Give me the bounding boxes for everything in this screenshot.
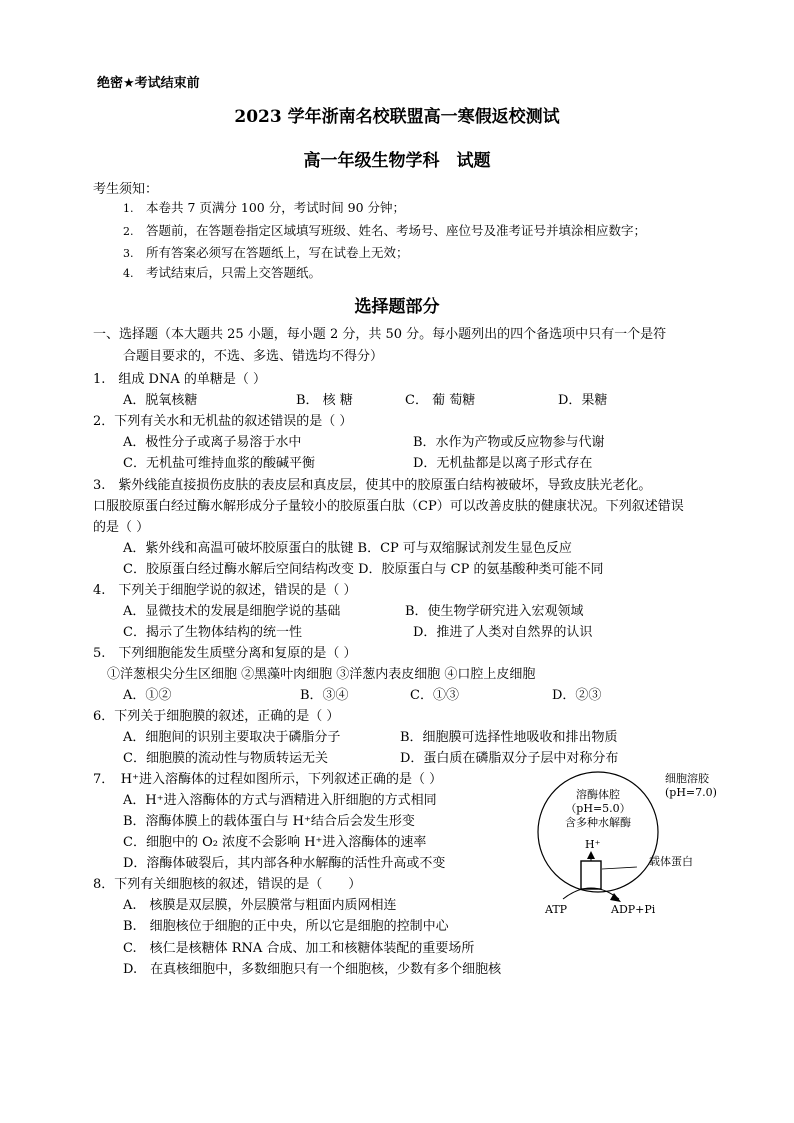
notice-item-text: 本卷共 7 页满分 100 分，考试时间 90 分钟； [146, 200, 406, 215]
option-b: B. 细胞核位于细胞的正中央，所以它是细胞的控制中心 [123, 919, 449, 934]
option-d: D. 在真核细胞中，多数细胞只有一个细胞核，少数有多个细胞核 [123, 962, 502, 977]
lumen-enzyme-label: 含多种水解酶 [565, 816, 631, 829]
option-b: B．细胞膜可选择性地吸收和排出物质 [400, 730, 618, 745]
option-b: B． 核 糖 [296, 393, 353, 408]
option-b: B．水作为产物或反应物参与代谢 [413, 435, 605, 450]
confidential-label: 绝密★考试结束前 [97, 76, 200, 91]
option-c: C．无机盐可维持血浆的酸碱平衡 [123, 456, 315, 471]
question-stem: 的是（ ） [93, 520, 150, 535]
option-c: C．胶原蛋白经过酶水解后空间结构改变 D．胶原蛋白与 CP 的氨基酸种类可能不同 [123, 562, 604, 577]
notice-item [123, 263, 321, 281]
lumen-ph-label: （pH=5.0） [565, 802, 631, 815]
notice-item [123, 198, 405, 216]
option-c: C． 葡 萄糖 [405, 393, 476, 408]
option-d: D．无机盐都是以离子形式存在 [413, 456, 593, 471]
section-title: 选择题部分 [354, 297, 440, 317]
option-d: D．推进了人类对自然界的认识 [413, 625, 593, 640]
option-a: A. 核膜是双层膜，外层膜常与粗面内质网相连 [123, 898, 397, 913]
exam-subtitle: 高一年级生物学科 试题 [303, 151, 491, 171]
option-d: D．蛋白质在磷脂双分子层中对称分布 [400, 751, 619, 766]
option-a: A．显微技术的发展是细胞学说的基础 [123, 604, 341, 619]
lysosome-figure [525, 765, 735, 920]
option-a: A．细胞间的识别主要取决于磷脂分子 [123, 730, 341, 745]
h-ion-label: H⁺ [585, 838, 601, 851]
notice-item-number: 2. [123, 225, 134, 238]
option-c: C. 核仁是核糖体 RNA 合成、加工和核糖体装配的重要场所 [123, 941, 475, 956]
question-stem: 2．下列有关水和无机盐的叙述错误的是（ ） [93, 414, 353, 429]
option-c: C．①③ [410, 688, 459, 703]
option-a: A．极性分子或离子易溶于水中 [123, 435, 302, 450]
option-a: A．紫外线和高温可破坏胶原蛋白的肽键 B．CP 可与双缩脲试剂发生显色反应 [123, 541, 572, 556]
question-stem: 8．下列有关细胞核的叙述，错误的是（ ） [93, 877, 362, 892]
cytosol-ph-label: (pH=7.0) [665, 786, 717, 799]
question-stem: 4. 下列关于细胞学说的叙述，错误的是（ ） [93, 583, 357, 598]
question-stem: 3. 紫外线能直接损伤皮肤的表皮层和真皮层，使其中的胶原蛋白结构被破坏，导致皮肤光老化。 [93, 478, 652, 493]
notice-item-text: 答题前，在答题卷指定区域填写班级、姓名、考场号、座位号及准考证号并填涂相应数字； [146, 223, 647, 238]
notice-item-number: 4. [123, 267, 134, 280]
option-d: D．果糖 [558, 393, 608, 408]
option-c: C．细胞膜的流动性与物质转运无关 [123, 751, 328, 766]
notice-item-number: 1. [123, 202, 134, 215]
cytosol-label: 细胞溶胶 [665, 772, 709, 785]
carrier-pointer [602, 867, 637, 869]
question-stem: 7． H⁺进入溶酶体的过程如图所示，下列叙述正确的是（ ） [93, 772, 443, 787]
notice-item [123, 221, 646, 239]
notice-item-text: 考试结束后，只需上交答题纸。 [146, 265, 322, 280]
option-d: D．②③ [552, 688, 602, 703]
option-a: A．H⁺进入溶酶体的方式与酒精进入肝细胞的方式相同 [123, 793, 437, 808]
adp-label: ADP+Pi [611, 903, 656, 916]
option-c: C．细胞中的 O₂ 浓度不会影响 H⁺进入溶酶体的速率 [123, 835, 427, 850]
notice-item-text: 所有答案必须写在答题纸上，写在试卷上无效； [146, 245, 409, 260]
exam-title: 2023 学年浙南名校联盟高一寒假返校测试 [234, 107, 560, 127]
question-stem: 5. 下列细胞能发生质壁分离和复原的是（ ） [93, 646, 357, 661]
atp-label: ATP [545, 903, 568, 916]
question-items: ①洋葱根尖分生区细胞 ②黑藻叶肉细胞 ③洋葱内表皮细胞 ④口腔上皮细胞 [107, 667, 536, 682]
option-a: A．①② [123, 688, 172, 703]
question-stem: 1. 组成 DNA 的单糖是（ ） [93, 372, 266, 387]
carrier-label: 载体蛋白 [649, 855, 693, 868]
option-b: B．③④ [300, 688, 349, 703]
h-arrow-head [587, 851, 595, 859]
notice-heading: 考生须知： [93, 182, 159, 197]
option-c: C．揭示了生物体结构的统一性 [123, 625, 302, 640]
option-d: D．溶酶体破裂后，其内部各种水解酶的活性升高或不变 [123, 856, 446, 871]
question-stem: 口服胶原蛋白经过酶水解形成分子量较小的胶原蛋白肽（CP）可以改善皮肤的健康状况。下列叙述错误 [93, 499, 684, 514]
carrier-protein [581, 861, 601, 889]
notice-item [123, 243, 409, 261]
option-b: B．溶酶体膜上的载体蛋白与 H⁺结合后会发生形变 [123, 814, 415, 829]
section-intro: 一、选择题（本大题共 25 小题，每小题 2 分，共 50 分。每小题列出的四个备选项中只有一个是符 [93, 327, 667, 342]
question-stem: 6．下列关于细胞膜的叙述，正确的是（ ） [93, 709, 340, 724]
lumen-label: 溶酶体腔 [576, 788, 620, 801]
option-a: A．脱氧核糖 [123, 393, 198, 408]
notice-item-number: 3. [123, 247, 134, 260]
option-b: B．使生物学研究进入宏观领域 [405, 604, 584, 619]
section-intro: 合题目要求的，不选、多选、错选均不得分） [123, 349, 384, 364]
